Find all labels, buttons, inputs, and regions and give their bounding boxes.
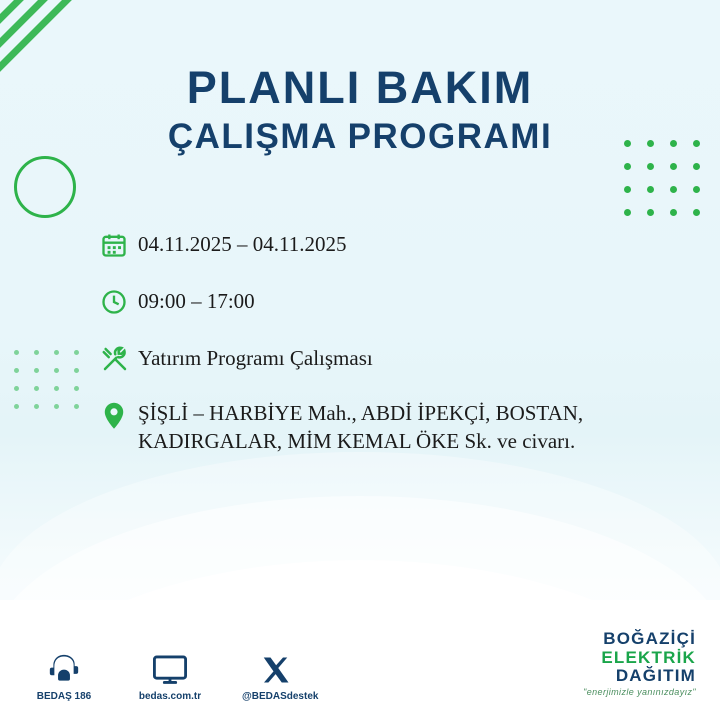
poster-title-block bbox=[0, 64, 720, 157]
brand-slogan: "enerjimizle yanınızdayız" bbox=[583, 687, 696, 698]
info-row-location bbox=[100, 399, 660, 455]
contact-phone[interactable] bbox=[30, 648, 98, 702]
brand-line-1: BOĞAZİÇİ bbox=[603, 629, 696, 649]
brand-line-2: ELEKTRİK bbox=[601, 647, 696, 667]
tools-icon bbox=[100, 342, 138, 376]
dot-grid-left-decoration bbox=[14, 350, 81, 409]
info-row-date bbox=[100, 228, 660, 262]
contact-website[interactable] bbox=[136, 648, 204, 702]
page-title: PLANLI BAKIM bbox=[186, 62, 534, 113]
info-row-worktype bbox=[100, 342, 660, 376]
contact-x-label: @BEDASdestek bbox=[242, 691, 319, 702]
footer bbox=[0, 610, 720, 720]
brand-logo bbox=[583, 630, 696, 698]
circle-outline-decoration bbox=[14, 156, 76, 218]
location-pin-icon bbox=[100, 399, 138, 433]
social-links bbox=[30, 648, 319, 702]
monitor-icon bbox=[136, 648, 204, 686]
info-row-date-text: 04.11.2025 – 04.11.2025 bbox=[138, 232, 347, 256]
calendar-icon bbox=[100, 228, 138, 262]
info-list bbox=[100, 228, 660, 478]
brand-line-3: DAĞITIM bbox=[615, 665, 696, 685]
info-row-time bbox=[100, 285, 660, 319]
page-subtitle: ÇALIŞMA PROGRAMI bbox=[167, 117, 553, 157]
headset-support-icon bbox=[30, 648, 98, 686]
info-row-worktype-text: Yatırım Programı Çalışması bbox=[138, 346, 373, 370]
x-twitter-icon bbox=[242, 648, 310, 686]
clock-icon bbox=[100, 285, 138, 319]
info-row-time-text: 09:00 – 17:00 bbox=[138, 289, 255, 313]
info-row-location-text: ŞİŞLİ – HARBİYE Mah., ABDİ İPEKÇİ, BOSTAN, KADIRGALAR, MİM KEMAL ÖKE Sk. ve civarı. bbox=[138, 401, 584, 453]
contact-website-label: bedas.com.tr bbox=[138, 691, 202, 702]
contact-x[interactable] bbox=[242, 648, 319, 702]
contact-phone-label: BEDAŞ 186 bbox=[36, 691, 92, 702]
